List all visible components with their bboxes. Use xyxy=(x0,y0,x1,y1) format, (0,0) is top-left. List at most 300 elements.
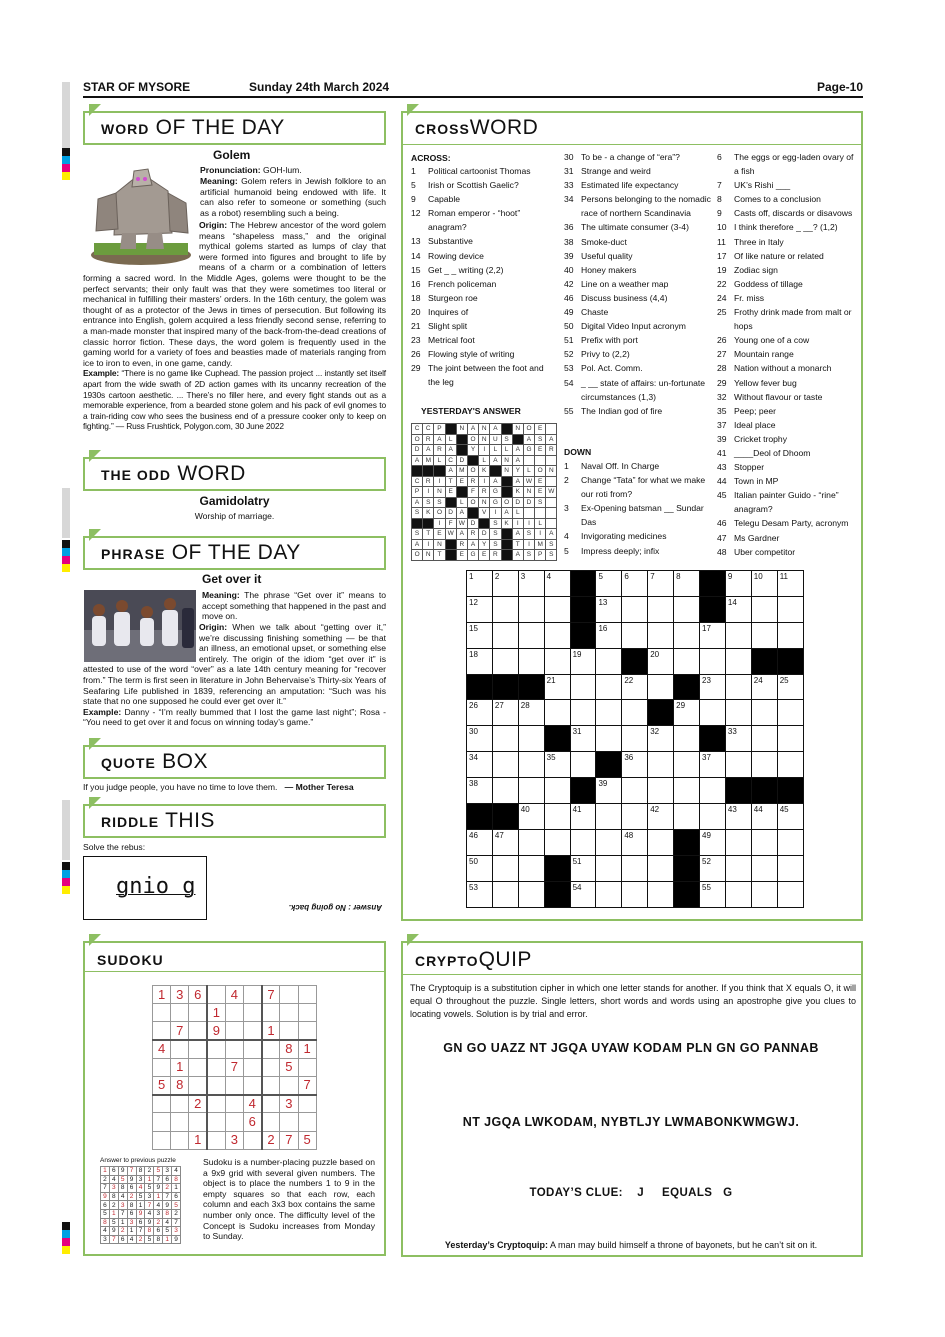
answer-cell: N xyxy=(479,497,490,508)
clue-item: 54 _ __ state of affairs: un-fortunate circumstances (1,3) xyxy=(564,377,706,402)
sudoku-cell[interactable] xyxy=(298,1022,316,1040)
crossword-cell[interactable]: 13 xyxy=(596,596,622,622)
sudoku-cell[interactable] xyxy=(280,1076,298,1094)
sudoku-cell: 8 xyxy=(171,1076,189,1094)
sudoku-cell[interactable] xyxy=(262,1113,280,1131)
sudoku-cell[interactable] xyxy=(225,1113,243,1131)
crossword-cell[interactable]: 36 xyxy=(622,752,648,778)
prev-sudoku-cell: 4 xyxy=(154,1201,163,1210)
sudoku-cell[interactable] xyxy=(280,1004,298,1022)
sudoku-cell[interactable] xyxy=(298,986,316,1004)
crossword-cell[interactable]: 21 xyxy=(544,674,570,700)
answer-cell: D xyxy=(412,445,423,456)
crossword-cell[interactable] xyxy=(596,674,622,700)
crossword-cell[interactable] xyxy=(544,778,570,804)
phrase-banner: PHRASE OF THE DAY xyxy=(83,536,386,570)
prev-sudoku-cell: 5 xyxy=(172,1201,181,1210)
crossword-cell[interactable] xyxy=(674,804,700,830)
prev-sudoku-cell: 4 xyxy=(118,1192,127,1201)
crossword-cell[interactable] xyxy=(751,596,777,622)
answer-cell: R xyxy=(423,476,434,487)
answer-cell: A xyxy=(434,434,445,445)
sudoku-cell[interactable] xyxy=(243,1131,261,1149)
crossword-cell[interactable]: 25 xyxy=(777,674,803,700)
crossword-cell[interactable] xyxy=(648,674,674,700)
answer-cell: R xyxy=(479,487,490,498)
crossword-cell[interactable] xyxy=(674,752,700,778)
crossword-cell[interactable]: 53 xyxy=(467,881,493,907)
prev-sudoku-cell: 6 xyxy=(154,1227,163,1236)
answer-cell: F xyxy=(445,518,456,529)
crossword-cell[interactable] xyxy=(518,829,544,855)
crossword-cell[interactable] xyxy=(725,829,751,855)
sudoku-cell[interactable] xyxy=(280,986,298,1004)
crossword-cell[interactable] xyxy=(674,596,700,622)
sudoku-cell[interactable] xyxy=(298,1095,316,1113)
answer-cell xyxy=(535,508,546,519)
sudoku-cell[interactable] xyxy=(153,1004,171,1022)
answer-cell: T xyxy=(423,529,434,540)
crossword-cell[interactable] xyxy=(674,648,700,674)
crossword-cell[interactable] xyxy=(544,804,570,830)
crossword-cell[interactable] xyxy=(648,622,674,648)
down-clues-col2 xyxy=(564,459,712,558)
crossword-cell[interactable] xyxy=(751,700,777,726)
crossword-cell[interactable]: 48 xyxy=(622,829,648,855)
crossword-cell[interactable] xyxy=(725,881,751,907)
crossword-cell[interactable] xyxy=(544,700,570,726)
crossword-cell[interactable] xyxy=(518,881,544,907)
sudoku-cell[interactable] xyxy=(171,1004,189,1022)
crossword-cell[interactable] xyxy=(622,726,648,752)
sudoku-cell[interactable] xyxy=(262,1040,280,1058)
crossword-cell[interactable]: 32 xyxy=(648,726,674,752)
answer-cell: K xyxy=(512,487,523,498)
sudoku-cell[interactable] xyxy=(298,1004,316,1022)
crossword-cell[interactable] xyxy=(596,804,622,830)
crossword-cell[interactable] xyxy=(622,778,648,804)
crossword-cell[interactable] xyxy=(596,700,622,726)
sudoku-cell[interactable] xyxy=(153,1113,171,1131)
answer-cell: W xyxy=(523,476,534,487)
sudoku-cell[interactable] xyxy=(262,1004,280,1022)
prev-sudoku-cell: 2 xyxy=(145,1167,154,1176)
crossword-cell[interactable]: 20 xyxy=(648,648,674,674)
sudoku-cell[interactable] xyxy=(280,1022,298,1040)
sudoku-cell[interactable] xyxy=(207,1131,225,1149)
crossword-cell[interactable] xyxy=(700,700,726,726)
crossword-cell[interactable] xyxy=(544,648,570,674)
crossword-cell[interactable] xyxy=(751,881,777,907)
crossword-cell[interactable] xyxy=(725,674,751,700)
crossword-cell[interactable]: 43 xyxy=(725,804,751,830)
crossword-cell[interactable] xyxy=(725,622,751,648)
sudoku-cell[interactable] xyxy=(243,1040,261,1058)
crossword-cell[interactable] xyxy=(777,622,803,648)
answer-cell: P xyxy=(434,424,445,435)
crossword-cell[interactable]: 29 xyxy=(674,700,700,726)
crossword-cell[interactable] xyxy=(648,855,674,881)
crossword-cell[interactable]: 24 xyxy=(751,674,777,700)
sudoku-cell[interactable] xyxy=(243,986,261,1004)
crossword-cell[interactable] xyxy=(622,622,648,648)
sudoku-cell[interactable] xyxy=(153,1022,171,1040)
crossword-cell[interactable] xyxy=(492,648,518,674)
black-cell xyxy=(700,571,726,597)
crossword-cell[interactable] xyxy=(518,622,544,648)
crossword-cell[interactable]: 16 xyxy=(596,622,622,648)
sudoku-cell[interactable] xyxy=(207,1058,225,1076)
sudoku-cell[interactable] xyxy=(207,1095,225,1113)
crossword-cell[interactable]: 40 xyxy=(518,804,544,830)
crossword-cell[interactable]: 22 xyxy=(622,674,648,700)
answer-cell: E xyxy=(535,445,546,456)
crossword-cell[interactable]: 49 xyxy=(700,829,726,855)
crossword-cell[interactable] xyxy=(518,596,544,622)
sudoku-cell[interactable] xyxy=(189,1040,207,1058)
answer-cell: I xyxy=(523,518,534,529)
clue-item: 12 Roman emperor - “hoot” anagram? xyxy=(411,208,521,233)
black-cell xyxy=(674,881,700,907)
crossword-cell[interactable] xyxy=(596,855,622,881)
answer-cell xyxy=(523,455,534,466)
crossword-cell[interactable] xyxy=(570,829,596,855)
crossword-cell[interactable]: 54 xyxy=(570,881,596,907)
crossword-cell[interactable]: 45 xyxy=(777,804,803,830)
prev-sudoku-cell: 3 xyxy=(145,1192,154,1201)
clue-item: 20 Inquires of xyxy=(411,306,469,317)
prev-sudoku-cell: 6 xyxy=(163,1175,172,1184)
crossword-cell[interactable] xyxy=(622,596,648,622)
sudoku-cell[interactable] xyxy=(207,1113,225,1131)
black-cell xyxy=(674,829,700,855)
sudoku-cell[interactable] xyxy=(262,1095,280,1113)
answer-cell: I xyxy=(423,487,434,498)
crossword-cell[interactable]: 26 xyxy=(467,700,493,726)
sudoku-cell[interactable] xyxy=(171,1095,189,1113)
crossword-cell[interactable] xyxy=(777,752,803,778)
answer-cell: K xyxy=(479,466,490,477)
prev-sudoku-cell: 2 xyxy=(136,1235,145,1244)
answer-cell xyxy=(535,455,546,466)
sudoku-cell[interactable] xyxy=(243,1058,261,1076)
crossword-cell[interactable] xyxy=(648,829,674,855)
crossword-cell[interactable] xyxy=(544,622,570,648)
crossword-cell[interactable] xyxy=(570,674,596,700)
sudoku-cell[interactable] xyxy=(189,1058,207,1076)
sudoku-cell[interactable] xyxy=(207,1076,225,1094)
crossword-cell[interactable] xyxy=(570,700,596,726)
answer-cell: T xyxy=(512,539,523,550)
clue-item: 50 Digital Video Input acronym xyxy=(564,321,686,332)
answer-cell: A xyxy=(412,539,423,550)
crossword-cell[interactable] xyxy=(700,778,726,804)
crossword-cell[interactable] xyxy=(622,804,648,830)
prev-sudoku-cell: 9 xyxy=(172,1235,181,1244)
clue-item: 43 Stopper xyxy=(717,462,765,473)
answer-cell xyxy=(546,518,557,529)
sudoku-cell[interactable] xyxy=(189,1113,207,1131)
crossword-cell[interactable] xyxy=(751,726,777,752)
rebus-box xyxy=(83,856,207,920)
crossword-cell[interactable]: 35 xyxy=(544,752,570,778)
answer-cell: A xyxy=(423,445,434,456)
crossword-cell[interactable] xyxy=(622,700,648,726)
answer-cell xyxy=(546,476,557,487)
crossword-cell[interactable] xyxy=(725,700,751,726)
crossword-cell[interactable]: 23 xyxy=(700,674,726,700)
crossword-cell[interactable]: 10 xyxy=(751,571,777,597)
clue-item: 24 Fr. miss xyxy=(717,292,765,303)
sudoku-cell[interactable] xyxy=(262,1076,280,1094)
crossword-cell[interactable]: 52 xyxy=(700,855,726,881)
crossword-cell[interactable]: 41 xyxy=(570,804,596,830)
crossword-cell[interactable] xyxy=(751,752,777,778)
sudoku-cell[interactable] xyxy=(225,1004,243,1022)
crossword-cell[interactable]: 5 xyxy=(596,571,622,597)
sudoku-cell[interactable] xyxy=(153,1095,171,1113)
crossword-cell[interactable]: 55 xyxy=(700,881,726,907)
prev-sudoku-cell: 1 xyxy=(136,1201,145,1210)
clue-item: 14 Rowing device xyxy=(411,250,484,261)
sudoku-cell[interactable] xyxy=(189,1022,207,1040)
sudoku-cell[interactable] xyxy=(225,1040,243,1058)
crossword-cell[interactable]: 3 xyxy=(518,571,544,597)
crossword-cell[interactable] xyxy=(492,752,518,778)
divider xyxy=(403,144,861,145)
prev-sudoku-cell: 9 xyxy=(127,1175,136,1184)
prev-sudoku-cell: 1 xyxy=(163,1235,172,1244)
crossword-cell[interactable] xyxy=(751,829,777,855)
answer-cell: S xyxy=(490,529,501,540)
answer-cell: I xyxy=(512,518,523,529)
crossword-cell[interactable] xyxy=(777,700,803,726)
black-cell xyxy=(501,424,512,435)
prev-sudoku-cell: 7 xyxy=(172,1218,181,1227)
crossword-cell[interactable] xyxy=(544,596,570,622)
crossword-cell[interactable]: 17 xyxy=(700,622,726,648)
crossword-cell[interactable]: 33 xyxy=(725,726,751,752)
crossword-cell[interactable] xyxy=(492,596,518,622)
crossword-cell[interactable]: 42 xyxy=(648,804,674,830)
crossword-cell[interactable] xyxy=(622,881,648,907)
crossword-cell[interactable]: 34 xyxy=(467,752,493,778)
crossword-cell[interactable]: 47 xyxy=(492,829,518,855)
crossword-cell[interactable]: 19 xyxy=(570,648,596,674)
sudoku-cell: 1 xyxy=(207,1004,225,1022)
crossword-cell[interactable] xyxy=(518,648,544,674)
crossword-cell[interactable]: 15 xyxy=(467,622,493,648)
sudoku-cell[interactable] xyxy=(225,1076,243,1094)
crossword-cell[interactable]: 4 xyxy=(544,571,570,597)
crossword-cell[interactable]: 46 xyxy=(467,829,493,855)
crossword-cell[interactable] xyxy=(596,726,622,752)
prev-sudoku-cell: 4 xyxy=(136,1184,145,1193)
answer-cell: F xyxy=(467,487,478,498)
sudoku-grid[interactable] xyxy=(152,985,317,1150)
todays-clue: TODAY’S CLUE: J EQUALS G xyxy=(529,1187,733,1199)
sudoku-cell[interactable] xyxy=(171,1113,189,1131)
crossword-cell[interactable] xyxy=(492,855,518,881)
crossword-cell[interactable]: 27 xyxy=(492,700,518,726)
crossword-cell[interactable] xyxy=(725,855,751,881)
answer-cell: M xyxy=(535,539,546,550)
crossword-cell[interactable]: 30 xyxy=(467,726,493,752)
sudoku-cell[interactable] xyxy=(171,1040,189,1058)
crossword-cell[interactable] xyxy=(777,881,803,907)
prev-sudoku-cell: 2 xyxy=(163,1184,172,1193)
clue-item: 21 Slight split xyxy=(411,321,468,332)
crossword-cell[interactable] xyxy=(570,752,596,778)
crossword-cell[interactable] xyxy=(518,855,544,881)
crossword-cell[interactable] xyxy=(518,778,544,804)
sudoku-cell[interactable] xyxy=(298,1058,316,1076)
crossword-cell[interactable] xyxy=(648,881,674,907)
prev-sudoku-cell: 7 xyxy=(127,1167,136,1176)
crossword-cell[interactable]: 14 xyxy=(725,596,751,622)
answer-cell: A xyxy=(512,529,523,540)
crossword-cell[interactable]: 9 xyxy=(725,571,751,597)
sudoku-cell[interactable] xyxy=(153,1058,171,1076)
crossword-cell[interactable] xyxy=(700,648,726,674)
crossword-cell[interactable]: 28 xyxy=(518,700,544,726)
crossword-cell[interactable]: 44 xyxy=(751,804,777,830)
crossword-cell[interactable] xyxy=(751,622,777,648)
sudoku-cell[interactable] xyxy=(189,1004,207,1022)
sudoku-cell[interactable] xyxy=(298,1113,316,1131)
answer-cell: E xyxy=(456,550,467,561)
clue-item: 29 The joint between the foot and the leg xyxy=(411,363,544,388)
prev-sudoku-cell: 6 xyxy=(109,1167,118,1176)
prev-sudoku-cell: 4 xyxy=(172,1167,181,1176)
crossword-cell[interactable]: 2 xyxy=(492,571,518,597)
black-cell xyxy=(412,466,423,477)
crossword-cell[interactable] xyxy=(518,726,544,752)
prev-sudoku-cell: 2 xyxy=(101,1175,110,1184)
clue-item: 13 Substantive xyxy=(411,236,473,247)
answer-cell: I xyxy=(523,539,534,550)
sudoku-cell[interactable] xyxy=(280,1113,298,1131)
sudoku-cell[interactable] xyxy=(225,1022,243,1040)
crossword-cell[interactable]: 1 xyxy=(467,571,493,597)
crossword-cell[interactable] xyxy=(596,881,622,907)
answer-cell: U xyxy=(490,434,501,445)
crossword-cell[interactable]: 6 xyxy=(622,571,648,597)
sudoku-cell[interactable] xyxy=(243,1076,261,1094)
crossword-cell[interactable] xyxy=(700,804,726,830)
crossword-cell[interactable] xyxy=(777,596,803,622)
black-cell xyxy=(570,622,596,648)
sudoku-cell[interactable] xyxy=(243,1022,261,1040)
crossword-cell[interactable] xyxy=(725,648,751,674)
crossword-cell[interactable] xyxy=(725,752,751,778)
crossword-cell[interactable] xyxy=(674,622,700,648)
crossword-grid[interactable] xyxy=(466,570,804,908)
sudoku-cell[interactable] xyxy=(189,1076,207,1094)
answer-cell: E xyxy=(535,487,546,498)
sudoku-cell[interactable] xyxy=(225,1095,243,1113)
crossword-cell[interactable] xyxy=(674,778,700,804)
crossword-cell[interactable] xyxy=(674,726,700,752)
black-cell xyxy=(544,855,570,881)
sudoku-cell[interactable] xyxy=(153,1131,171,1149)
crossword-cell[interactable] xyxy=(622,855,648,881)
crossword-cell[interactable] xyxy=(492,881,518,907)
crossword-cell[interactable] xyxy=(492,726,518,752)
crossword-cell[interactable] xyxy=(544,829,570,855)
crossword-cell[interactable]: 51 xyxy=(570,855,596,881)
prev-sudoku-cell: 5 xyxy=(145,1184,154,1193)
sudoku-cell: 9 xyxy=(207,1022,225,1040)
page-number: Page-10 xyxy=(816,80,863,94)
crossword-cell[interactable]: 18 xyxy=(467,648,493,674)
sudoku-cell[interactable] xyxy=(207,1040,225,1058)
crossword-cell[interactable]: 37 xyxy=(700,752,726,778)
sudoku-cell: 6 xyxy=(243,1113,261,1131)
answer-cell: S xyxy=(523,550,534,561)
crossword-cell[interactable] xyxy=(777,829,803,855)
crossword-cell[interactable]: 8 xyxy=(674,571,700,597)
crossword-cell[interactable] xyxy=(777,726,803,752)
crossword-cell[interactable] xyxy=(492,622,518,648)
prev-sudoku-cell: 8 xyxy=(172,1175,181,1184)
answer-cell: O xyxy=(535,466,546,477)
crossword-cell[interactable]: 38 xyxy=(467,778,493,804)
sudoku-cell[interactable] xyxy=(243,1004,261,1022)
color-registration xyxy=(62,862,70,894)
clue-item: 5 Impress deeply; infix xyxy=(564,545,660,556)
answer-cell: T xyxy=(434,550,445,561)
prev-sudoku-cell: 1 xyxy=(145,1175,154,1184)
black-cell xyxy=(479,518,490,529)
answer-cell: R xyxy=(467,529,478,540)
crossword-cell[interactable] xyxy=(596,829,622,855)
black-cell xyxy=(492,804,518,830)
sudoku-cell: 7 xyxy=(298,1076,316,1094)
sudoku-cell: 7 xyxy=(262,986,280,1004)
answer-cell: N xyxy=(479,424,490,435)
crossword-cell[interactable] xyxy=(648,752,674,778)
prev-sudoku-cell: 8 xyxy=(101,1218,110,1227)
sudoku-cell[interactable] xyxy=(171,1131,189,1149)
prev-sudoku-grid xyxy=(100,1166,181,1244)
word-heading: Golem xyxy=(213,148,251,162)
clue-item: 26 Young one of a cow xyxy=(717,335,810,346)
crossword-cell[interactable]: 7 xyxy=(648,571,674,597)
sudoku-cell[interactable] xyxy=(207,986,225,1004)
crossword-cell[interactable] xyxy=(751,855,777,881)
crossword-cell[interactable]: 12 xyxy=(467,596,493,622)
crossword-cell[interactable]: 11 xyxy=(777,571,803,597)
answer-cell: A xyxy=(523,434,534,445)
down-label: DOWN xyxy=(564,447,592,457)
crossword-cell[interactable] xyxy=(648,778,674,804)
answer-cell: O xyxy=(467,497,478,508)
clue-item: 49 Chaste xyxy=(564,307,609,318)
crossword-cell[interactable] xyxy=(492,778,518,804)
crossword-cell[interactable] xyxy=(648,596,674,622)
crossword-cell[interactable] xyxy=(596,648,622,674)
crossword-cell[interactable] xyxy=(518,752,544,778)
page-header xyxy=(83,78,863,98)
crossword-cell[interactable]: 31 xyxy=(570,726,596,752)
sudoku-cell[interactable] xyxy=(262,1058,280,1076)
crossword-cell[interactable]: 50 xyxy=(467,855,493,881)
crossword-cell[interactable] xyxy=(777,855,803,881)
crossword-cell[interactable]: 39 xyxy=(596,778,622,804)
answer-cell: E xyxy=(479,550,490,561)
sudoku-cell: 1 xyxy=(262,1022,280,1040)
